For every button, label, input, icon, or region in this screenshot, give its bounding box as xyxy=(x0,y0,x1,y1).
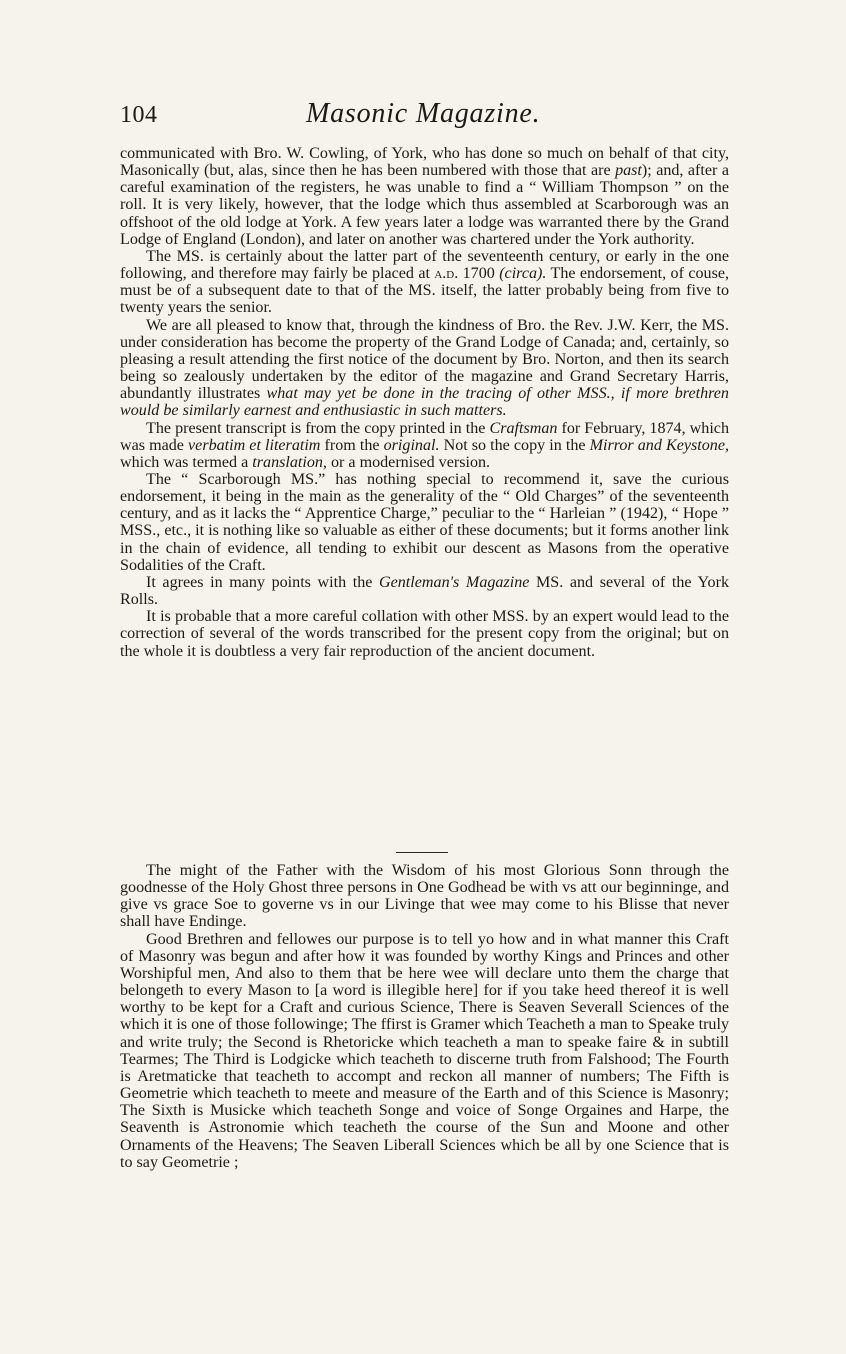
italic-run: Craftsman xyxy=(489,419,558,437)
text-run: It agrees in many points with the xyxy=(146,573,379,591)
commentary-paragraph-2 xyxy=(120,248,729,317)
commentary-paragraph-5 xyxy=(120,471,729,574)
transcript-paragraph-1: The might of the Father with the Wisdom of his most Glorious Sonn through the goodnesse of the Holy Ghost three persons in One Godhead be with vs att our beginninge, and give vs grace Soe to governe vs in our Livinge that wee may come to his Blisse that never shall have Endinge. xyxy=(120,862,729,931)
text-run: The MS. is certainly about the latter part of the seventeenth century, or early in the one following, and therefore may fairly be placed at xyxy=(120,247,729,283)
page-number: 104 xyxy=(120,102,158,128)
commentary-section xyxy=(120,145,729,660)
text-run: The “ Scarborough MS.” has nothing special to recommend it, save the curious endorsement, it being in the main as the generality of the “ Old Charges” of the seventeenth century, and as it lacks the “ Apprentice Charge,” peculiar to the “ Harleian ” (1942), “ Hope ” MSS., etc., it is nothing like so valuable as either of these documents; but it forms another link in the chain of evidence, all tending to exhibit our descent as Masons from the operative Sodalities of the Craft. xyxy=(120,470,729,574)
italic-run: Mirror and Keystone, xyxy=(589,436,729,454)
text-run: 1700 xyxy=(458,265,500,283)
text-run: ); and, after a careful examination of the registers, he was unable to find a “ William Thompson ” on the roll. It is very likely, however, that the lodge which thus assembled at Scarborough was an offshoot of the old lodge at York. A few years later a lodge was warranted there by the Grand Lodge of England (London), and later on another was chartered under the York authority. xyxy=(120,162,729,248)
text-run: communicated with Bro. W. Cowling, of York, who has done so much on behalf of that city, Masonically (but, alas, since then he has been numbered with those that are xyxy=(120,145,729,180)
text-run: The endorsement, of couse, must be of a subsequent date to that of the MS. itself, the latter probably being from five to twenty years the senior. xyxy=(120,265,729,317)
transcript-section xyxy=(120,862,729,1171)
italic-run: what may yet be done in the tracing of other MSS., if more brethren would be similarly earnest and enthusiastic in such matters. xyxy=(120,385,729,420)
commentary-paragraph-1 xyxy=(120,145,729,248)
text-run: It is probable that a more careful collation with other MSS. by an expert would lead to the correction of several of the words transcribed for the present copy from the original; but on the whole it is doubtless a very fair reproduction of the ancient document. xyxy=(120,608,729,660)
text-run: Not so the copy in the xyxy=(439,436,590,454)
text-run: from the xyxy=(320,436,384,454)
running-title: Masonic Magazine. xyxy=(306,98,541,129)
commentary-paragraph-3 xyxy=(120,317,729,420)
text-run: which was termed a xyxy=(120,453,253,471)
smallcaps-run: a.d. xyxy=(434,265,459,283)
italic-run: past xyxy=(615,162,642,180)
italic-run: original. xyxy=(383,436,440,454)
commentary-paragraph-4 xyxy=(120,420,729,471)
text-run: for February, 1874, which was made xyxy=(120,419,730,454)
text-run: or a modernised version. xyxy=(326,453,491,471)
transcript-paragraph-2: Good Brethren and fellowes our purpose is to tell yo how and in what manner this Craft of Masonry was begun and after how it was founded by worthy Kings and Princes and other Worshipful men, And also to them that be here wee will declare unto them the charge that belongeth to every Mason to [a word is illegible here] for if you take heed thereof it is well worthy to be kept for a Craft and curious Science, There is Seaven Severall Sciences of the which it is one of those followinge; The ffirst is Gramer which Teacheth a man to Speake truly and write truly; the Second is Rhetoricke which teacheth a man to speake faire & in subtill Tearmes; The Third is Lodgicke which teacheth to discerne truth from Falshood; The Fourth is Aretmaticke that teacheth to accompt and reckon all manner of numbers; The Fifth is Geometrie which teacheth to meete and measure of the Earth and of this Science is Masonry; The Sixth is Musicke which teacheth Songe and voice of Songe Orgaines and Harpe, the Seaventh is Astronomie which teacheth the course of the Sun and Moone and other Ornaments of the Heavens; The Seaven Liberall Sciences which be all by one Science that is to say Geometrie ; xyxy=(120,930,729,1171)
text-run: The present transcript is from the copy printed in the xyxy=(146,419,490,437)
commentary-paragraph-7 xyxy=(120,608,729,659)
italic-run: (circa). xyxy=(499,265,547,283)
text-run: MS. and several of the York Rolls. xyxy=(120,573,729,609)
italic-run: Gentleman's Magazine xyxy=(379,573,530,591)
italic-run: verbatim et literatim xyxy=(188,436,321,454)
section-divider xyxy=(396,852,448,853)
page-header xyxy=(120,96,740,136)
text-run: We are all pleased to know that, through the kindness of Bro. the Rev. J.W. Kerr, the MS. under consideration has become the property of the Grand Lodge of Canada; and, certainly, so pleasing a result attending the first notice of the document by Bro. Norton, and then its search being so zealously undertaken by the editor of the magazine and Grand Secretary Harris, abundantly illustrates xyxy=(120,316,729,403)
italic-run: translation, xyxy=(252,453,327,471)
commentary-paragraph-6 xyxy=(120,574,729,608)
